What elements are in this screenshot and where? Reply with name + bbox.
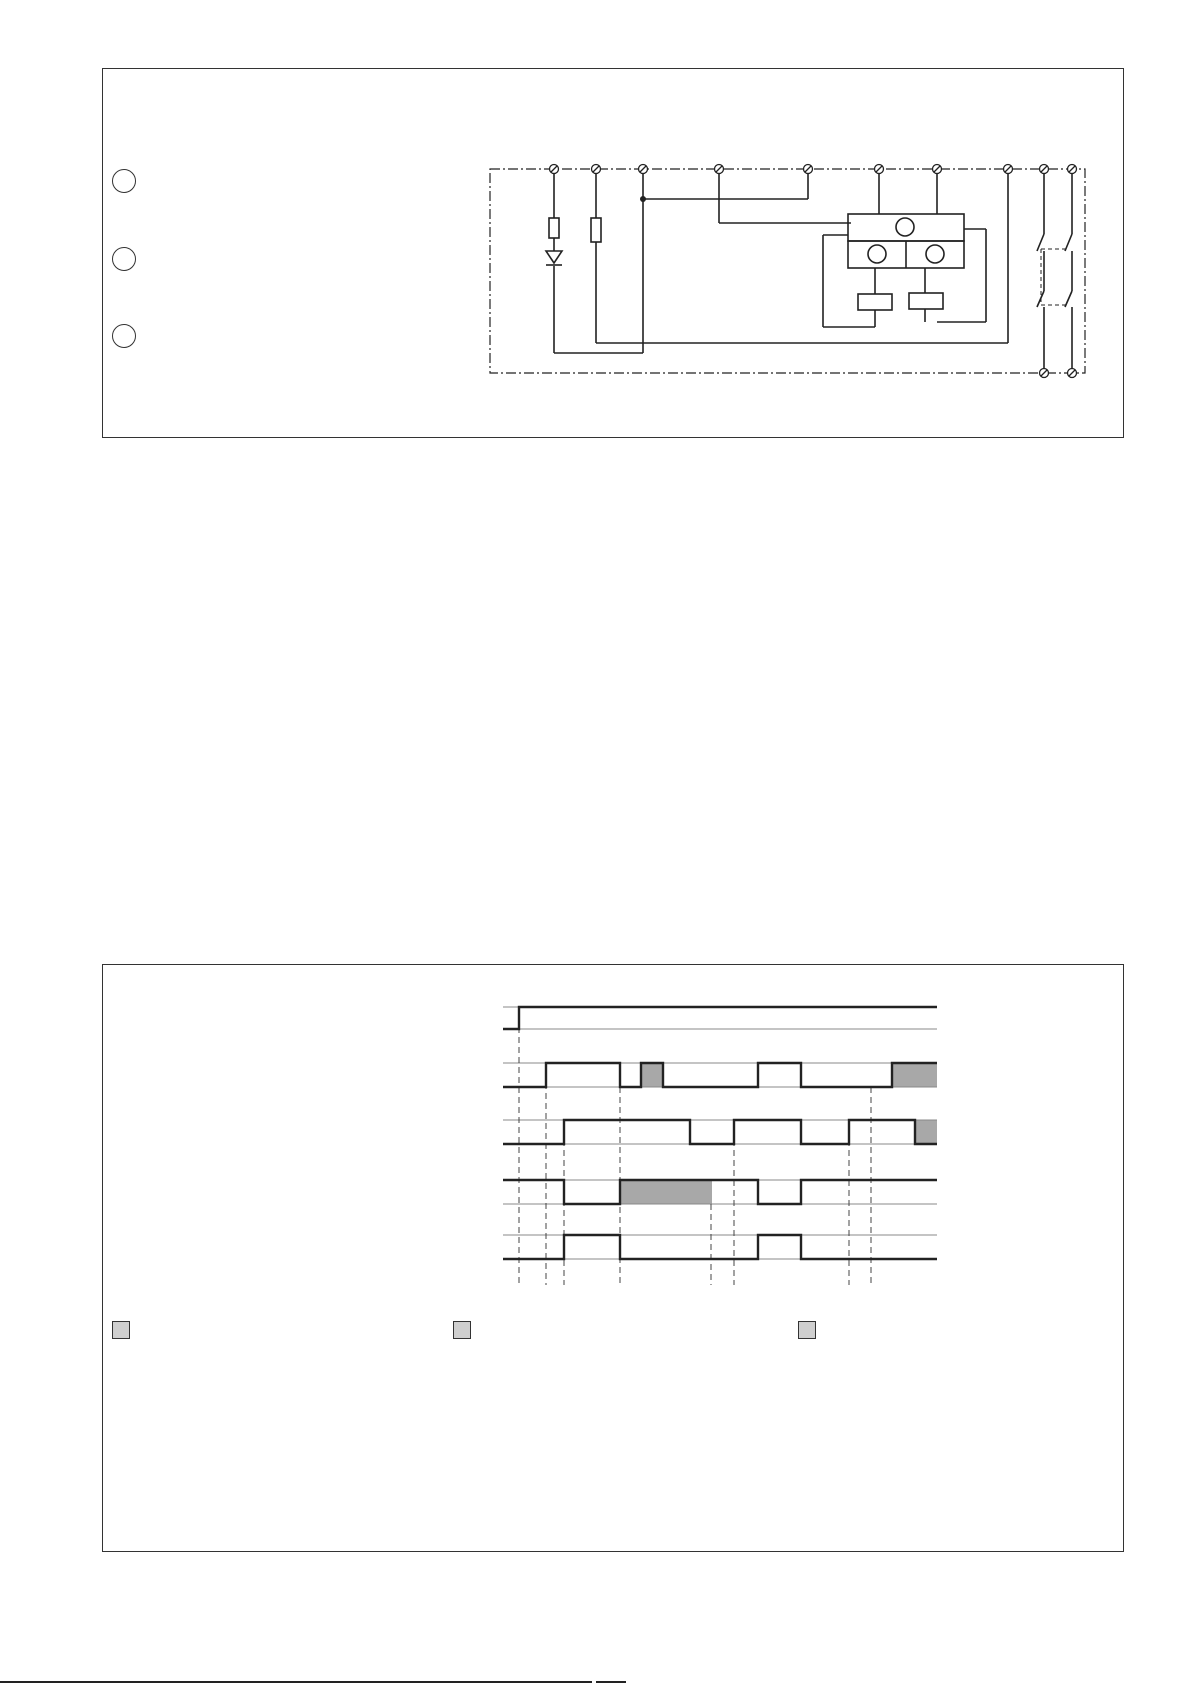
module-indicator-top (896, 218, 914, 236)
timing-diagram (103, 965, 1125, 1553)
terminal-row (550, 165, 1077, 378)
signal-traces (503, 1007, 937, 1259)
shaded-regions (620, 1063, 937, 1204)
module-indicator-right (926, 245, 944, 263)
footer-rule-short (596, 1681, 626, 1683)
module-indicator-left (868, 245, 886, 263)
signal-3-trace (503, 1120, 937, 1144)
resistor-2 (591, 218, 601, 242)
signal-5-trace (503, 1235, 937, 1259)
signal-1-trace (503, 1007, 937, 1029)
resistor-1 (549, 218, 559, 238)
relay-coil-left (858, 294, 892, 310)
junction-dot (640, 196, 646, 202)
circuit-diagram-panel (102, 68, 1124, 438)
signal-2-trace (503, 1063, 937, 1087)
diode-symbol (546, 251, 562, 265)
footer-rule (0, 1681, 592, 1683)
timing-diagram-panel (102, 964, 1124, 1552)
legend-swatch-3 (798, 1321, 816, 1339)
legend-swatch-2 (453, 1321, 471, 1339)
legend-swatch-1 (112, 1321, 130, 1339)
wiring-schematic (103, 69, 1125, 439)
relay-coil-right (909, 293, 943, 309)
signal-4-trace (503, 1180, 937, 1204)
time-markers (519, 1007, 871, 1285)
